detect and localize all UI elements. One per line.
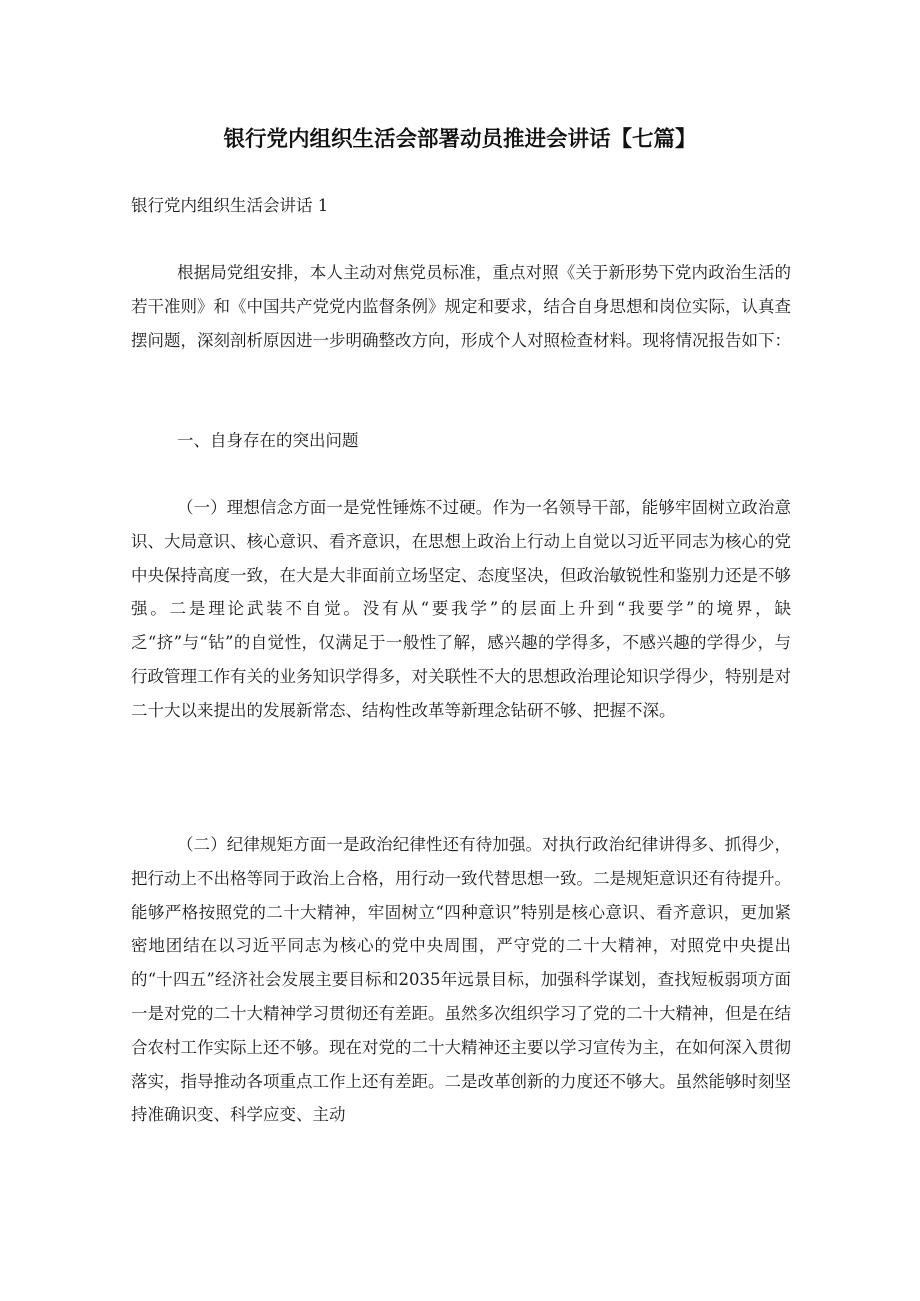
- section-heading: 一、自身存在的突出问题: [177, 431, 359, 450]
- speech-subtitle: 银行党内组织生活会讲话 1: [131, 196, 329, 215]
- body-paragraph-1: （一）理想信念方面一是党性锤炼不过硬。作为一名领导干部，能够牢固树立政治意识、大局意识、核心意识、看齐意识，在思想上政治上行动上自觉以习近平同志为核心的党中央保持高度一致，在大是大非面前立场坚定、态度坚决，但政治敏锐性和鉴别力还是不够强。二是理论武装不自觉。没有从“要我学”的层面上升到“我要学”的境界，缺乏“挤”与“钻”的自觉性，仅满足于一般性了解，感兴趣的学得多，不感兴趣的学得少，与行政管理工作有关的业务知识学得多，对关联性不大的思想政治理论知识学得少，特别是对二十大以来提出的发展新常态、结构性改革等新理念钻研不够、把握不深。: [131, 498, 791, 720]
- body-paragraph-2: （二）纪律规矩方面一是政治纪律性还有待加强。对执行政治纪律讲得多、抓得少，把行动上不出格等同于政治上合格，用行动一致代替思想一致。二是规矩意识还有待提升。能够严格按照党的二十大精神，牢固树立“四种意识”特别是核心意识、看齐意识，更加紧密地团结在以习近平同志为核心的党中央周围，严守党的二十大精神，对照党中央提出的“十四五”经济社会发展主要目标和2035年远景目标，加强科学谋划，查找短板弱项方面一是对党的二十大精神学习贯彻还有差距。虽然多次组织学习了党的二十大精神，但是在结合农村工作实际上还不够。现在对党的二十大精神还主要以学习宣传为主，在如何深入贯彻落实，指导推动各项重点工作上还有差距。二是改革创新的力度还不够大。虽然能够时刻坚持准确识变、科学应变、主动: [131, 835, 791, 1125]
- intro-paragraph: 根据局党组安排，本人主动对焦党员标准，重点对照《关于新形势下党内政治生活的若干准则》和《中国共产党党内监督条例》规定和要求，结合自身思想和岗位实际，认真查摆问题，深刻剖析原因进一步明确整改方向，形成个人对照检查材料。现将情况报告如下：: [131, 263, 791, 350]
- document-title: 银行党内组织生活会部署动员推进会讲话【七篇】: [223, 127, 697, 152]
